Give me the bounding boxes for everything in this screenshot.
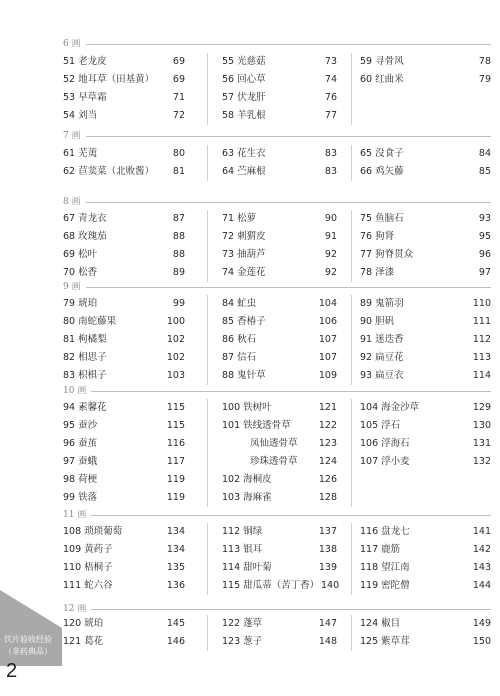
entry-name: 122 蓬草 [222,618,263,629]
index-entry [360,523,491,541]
entry-page-number: 150 [472,636,491,647]
entry-name: 105 浮石 [360,420,401,431]
index-entry [63,210,207,228]
entry-page-number: 103 [166,370,185,381]
index-entry [360,313,491,331]
entry-name: 52 地耳草（田基黄） [63,74,155,85]
entry-page-number: 134 [166,544,185,555]
entry-page-number: 119 [166,492,185,503]
entry-page-number: 136 [166,580,185,591]
entry-name: 88 鬼针草 [222,370,266,381]
index-entry [63,71,207,89]
entry-page-number: 132 [472,456,491,467]
entry-name: 77 狗脊贯众 [360,249,414,260]
index-entry [63,435,207,453]
entry-name: 115 甜瓜蒂（苦丁香） [222,580,320,591]
entry-name: 101 铁线透骨草 [222,420,291,431]
entry-page-number: 89 [172,267,185,278]
index-entry [63,615,207,633]
index-column [207,295,351,385]
entry-name: 凤仙透骨草 [250,438,298,449]
entry-name: 70 松香 [63,267,98,278]
entry-name: 61 芜荑 [63,148,98,159]
entry-name: 90 胆矾 [360,316,395,327]
entry-name: 83 枳椇子 [63,370,107,381]
section-stroke-label: 12 画 [63,603,91,616]
index-column [207,399,351,507]
index-entry [222,633,351,651]
entry-page-number: 91 [324,231,337,242]
section-columns [63,53,491,125]
index-column [351,399,491,507]
entry-name: 73 抽葫芦 [222,249,266,260]
entry-page-number: 109 [318,370,337,381]
stroke-section [63,385,491,503]
index-entry [222,331,351,349]
index-entry [63,559,207,577]
index-entry [360,367,491,385]
index-entry [360,71,491,89]
index-entry [222,295,351,313]
index-entry [63,633,207,651]
index-entry [360,417,491,435]
section-stroke-label: 9 画 [63,281,86,294]
entry-page-number: 142 [472,544,491,555]
index-entry [222,71,351,89]
entry-name: 112 铜绿 [222,526,263,537]
index-column [63,399,207,507]
section-stroke-label: 10 画 [63,385,91,398]
section-stroke-label: 6 画 [63,38,86,51]
entry-name: 75 鱼脑石 [360,213,404,224]
index-entry [222,349,351,367]
entry-name: 53 早草霜 [63,92,107,103]
index-entry [360,264,491,282]
index-entry [222,577,351,595]
section-columns [63,295,491,385]
index-entry [360,435,491,453]
entry-name: 107 浮小麦 [360,456,410,467]
entry-page-number: 141 [472,526,491,537]
entry-page-number: 83 [324,166,337,177]
index-entry [222,471,351,489]
entry-name: 65 没食子 [360,148,404,159]
entry-name: 84 虻虫 [222,298,257,309]
entry-name: 116 盘龙七 [360,526,410,537]
index-entry [360,53,491,71]
stroke-section [63,130,491,177]
entry-name: 63 花生衣 [222,148,266,159]
entry-page-number: 92 [324,249,337,260]
index-entry [360,615,491,633]
section-rule [63,136,491,137]
index-entry [63,53,207,71]
index-entry [63,399,207,417]
entry-name: 51 老龙皮 [63,56,107,67]
index-entry [63,246,207,264]
index-entry [360,228,491,246]
entry-name: 110 梧桐子 [63,562,113,573]
entry-page-number: 139 [318,562,337,573]
entry-name: 109 黄药子 [63,544,113,555]
entry-name: 114 甜叶菊 [222,562,272,573]
entry-name: 96 蚕茧 [63,438,98,449]
entry-name: 76 狗肾 [360,231,395,242]
index-entry [360,295,491,313]
index-entry [360,163,491,181]
index-entry [222,210,351,228]
index-entry [222,489,351,507]
entry-page-number: 106 [318,316,337,327]
index-entry [360,331,491,349]
entry-name: 56 回心草 [222,74,266,85]
section-rule [63,515,491,516]
stroke-section [63,38,491,121]
entry-page-number: 111 [472,316,491,327]
entry-page-number: 119 [166,474,185,485]
entry-page-number: 72 [172,110,185,121]
section-stroke-label: 7 画 [63,130,86,143]
index-entry [222,228,351,246]
entry-name: 108 琐琐葡萄 [63,526,123,537]
entry-name: 67 青龙衣 [63,213,107,224]
section-stroke-label: 8 画 [63,196,86,209]
index-entry [63,349,207,367]
entry-page-number: 143 [472,562,491,573]
index-column [63,210,207,282]
section-rule [63,202,491,203]
index-entry [63,313,207,331]
entry-page-number: 88 [172,249,185,260]
index-column [207,523,351,595]
section-columns [63,210,491,282]
entry-name: 55 光慈菇 [222,56,266,67]
index-column [207,210,351,282]
index-entry [63,523,207,541]
entry-name: 81 枸橘梨 [63,334,107,345]
entry-page-number: 124 [318,456,337,467]
entry-name: 66 鸡矢藤 [360,166,404,177]
index-column [63,295,207,385]
entry-page-number: 145 [166,618,185,629]
entry-name: 72 刺猬皮 [222,231,266,242]
index-entry [63,417,207,435]
section-rule [63,44,491,45]
index-column [207,145,351,181]
entry-page-number: 84 [478,148,491,159]
index-column [63,523,207,595]
section-header [63,281,491,294]
index-entry [63,264,207,282]
entry-name: 91 迷迭香 [360,334,404,345]
index-entry [63,331,207,349]
entry-name: 59 寻骨风 [360,56,404,67]
entry-page-number: 112 [472,334,491,345]
entry-page-number: 99 [172,298,185,309]
entry-name: 119 密陀僧 [360,580,410,591]
entry-page-number: 148 [318,636,337,647]
entry-page-number: 147 [318,618,337,629]
entry-name: 87 信石 [222,352,257,363]
section-stroke-label: 11 画 [63,509,91,522]
entry-page-number: 74 [324,74,337,85]
entry-page-number: 69 [172,74,185,85]
entry-page-number: 85 [478,166,491,177]
entry-page-number: 79 [478,74,491,85]
entry-page-number: 135 [166,562,185,573]
entry-name: 106 浮海石 [360,438,410,449]
index-entry [222,53,351,71]
entry-name: 82 相思子 [63,352,107,363]
index-entry [360,541,491,559]
index-entry [222,435,351,453]
entry-page-number: 107 [318,334,337,345]
index-column [351,210,491,282]
entry-page-number: 83 [324,148,337,159]
entry-name: 珍珠透骨草 [250,456,298,467]
entry-name: 123 葱子 [222,636,263,647]
entry-name: 125 紫草茸 [360,636,410,647]
entry-page-number: 146 [166,636,185,647]
entry-page-number: 100 [166,316,185,327]
section-header [63,38,491,51]
stroke-section [63,603,491,647]
entry-name: 102 海桐皮 [222,474,272,485]
stroke-section [63,196,491,278]
index-entry [222,107,351,125]
entry-page-number: 73 [324,56,337,67]
entry-page-number: 140 [321,580,340,591]
index-column [207,615,351,651]
index-column [63,615,207,651]
entry-page-number: 77 [324,110,337,121]
section-header [63,509,491,522]
index-entry [63,295,207,313]
entry-page-number: 96 [478,249,491,260]
index-entry [360,349,491,367]
entry-page-number: 129 [472,402,491,413]
entry-page-number: 128 [318,492,337,503]
entry-page-number: 149 [472,618,491,629]
entry-name: 62 苣荬菜（北败酱） [63,166,155,177]
entry-page-number: 102 [166,352,185,363]
index-column [63,53,207,125]
section-columns [63,399,491,507]
index-entry [360,399,491,417]
index-entry [222,246,351,264]
section-header [63,196,491,209]
entry-name: 118 望江南 [360,562,410,573]
index-entry [63,471,207,489]
index-entry [360,559,491,577]
entry-name: 86 秋石 [222,334,257,345]
entry-name: 124 椒目 [360,618,401,629]
section-columns [63,615,491,651]
index-column [351,145,491,181]
index-column [351,53,491,125]
entry-page-number: 126 [318,474,337,485]
entry-name: 120 琥珀 [63,618,104,629]
entry-page-number: 92 [324,267,337,278]
entry-page-number: 87 [172,213,185,224]
section-header [63,385,491,398]
index-column [351,295,491,385]
entry-page-number: 138 [318,544,337,555]
entry-name: 74 金莲花 [222,267,266,278]
index-entry [360,633,491,651]
stroke-section [63,509,491,591]
index-entry [222,264,351,282]
section-columns [63,145,491,181]
entry-name: 104 海金沙草 [360,402,420,413]
index-entry [222,89,351,107]
index-entry [63,145,207,163]
entry-name: 89 鬼箭羽 [360,298,404,309]
entry-page-number: 116 [166,438,185,449]
entry-page-number: 123 [318,438,337,449]
index-entry [222,313,351,331]
entry-name: 57 伏龙肝 [222,92,266,103]
entry-page-number: 144 [472,580,491,591]
entry-name: 80 南蛇藤果 [63,316,117,327]
entry-page-number: 102 [166,334,185,345]
section-header [63,130,491,143]
entry-name: 97 蚕蛾 [63,456,98,467]
entry-page-number: 122 [318,420,337,431]
entry-page-number: 78 [478,56,491,67]
entry-name: 60 红曲米 [360,74,404,85]
index-entry [360,453,491,471]
entry-name: 68 玫瑰茄 [63,231,107,242]
entry-page-number: 130 [472,420,491,431]
index-entry [222,417,351,435]
entry-name: 54 刘当 [63,110,98,121]
entry-page-number: 121 [318,402,337,413]
entry-page-number: 80 [172,148,185,159]
index-entry [63,163,207,181]
entry-name: 79 琥珀 [63,298,98,309]
section-columns [63,523,491,595]
entry-page-number: 69 [172,56,185,67]
page-number: 2 [6,660,18,682]
entry-page-number: 90 [324,213,337,224]
index-entry [222,615,351,633]
entry-page-number: 110 [472,298,491,309]
index-entry [222,163,351,181]
entry-page-number: 88 [172,231,185,242]
index-entry [360,246,491,264]
index-column [63,145,207,181]
entry-page-number: 95 [478,231,491,242]
index-entry [222,523,351,541]
index-entry [63,577,207,595]
entry-name: 111 蛇六谷 [63,580,113,591]
entry-page-number: 117 [166,456,185,467]
index-entry [63,89,207,107]
entry-name: 58 羊乳根 [222,110,266,121]
index-entry [222,559,351,577]
index-entry [222,145,351,163]
index-entry [63,489,207,507]
index-entry [63,107,207,125]
entry-name: 121 葛花 [63,636,104,647]
index-entry [360,210,491,228]
index-entry [63,541,207,559]
entry-page-number: 137 [318,526,337,537]
section-rule [63,609,491,610]
index-column [351,615,491,651]
entry-name: 94 素馨花 [63,402,107,413]
index-entry [222,541,351,559]
entry-page-number: 115 [166,420,185,431]
entry-page-number: 71 [172,92,185,103]
entry-page-number: 104 [318,298,337,309]
index-entry [63,367,207,385]
section-rule [63,391,491,392]
entry-name: 98 荷梗 [63,474,98,485]
index-entry [222,399,351,417]
index-column [351,523,491,595]
index-column [207,53,351,125]
index-entry [360,577,491,595]
corner-tab-line2: （非药典品） [4,647,52,656]
index-entry [222,453,351,471]
entry-name: 69 松叶 [63,249,98,260]
entry-name: 113 银耳 [222,544,263,555]
entry-name: 103 海麻雀 [222,492,272,503]
entry-page-number: 97 [478,267,491,278]
entry-name: 100 铁树叶 [222,402,272,413]
entry-name: 99 铁落 [63,492,98,503]
entry-page-number: 114 [472,370,491,381]
entry-name: 71 松萝 [222,213,257,224]
index-entry [63,453,207,471]
entry-page-number: 134 [166,526,185,537]
entry-page-number: 107 [318,352,337,363]
entry-name: 95 蚕沙 [63,420,98,431]
entry-page-number: 81 [172,166,185,177]
index-entry [222,367,351,385]
entry-page-number: 131 [472,438,491,449]
entry-name: 117 鹿筋 [360,544,401,555]
entry-name: 92 扁豆花 [360,352,404,363]
entry-page-number: 115 [166,402,185,413]
stroke-section [63,281,491,381]
entry-name: 64 苎麻根 [222,166,266,177]
entry-name: 78 泽漆 [360,267,395,278]
entry-name: 93 扁豆衣 [360,370,404,381]
corner-tab-line1: 饮片验收经验 [4,635,52,644]
index-entry [360,145,491,163]
entry-page-number: 93 [478,213,491,224]
entry-page-number: 76 [324,92,337,103]
entry-page-number: 113 [472,352,491,363]
entry-name: 85 香椿子 [222,316,266,327]
index-entry [63,228,207,246]
section-rule [63,287,491,288]
